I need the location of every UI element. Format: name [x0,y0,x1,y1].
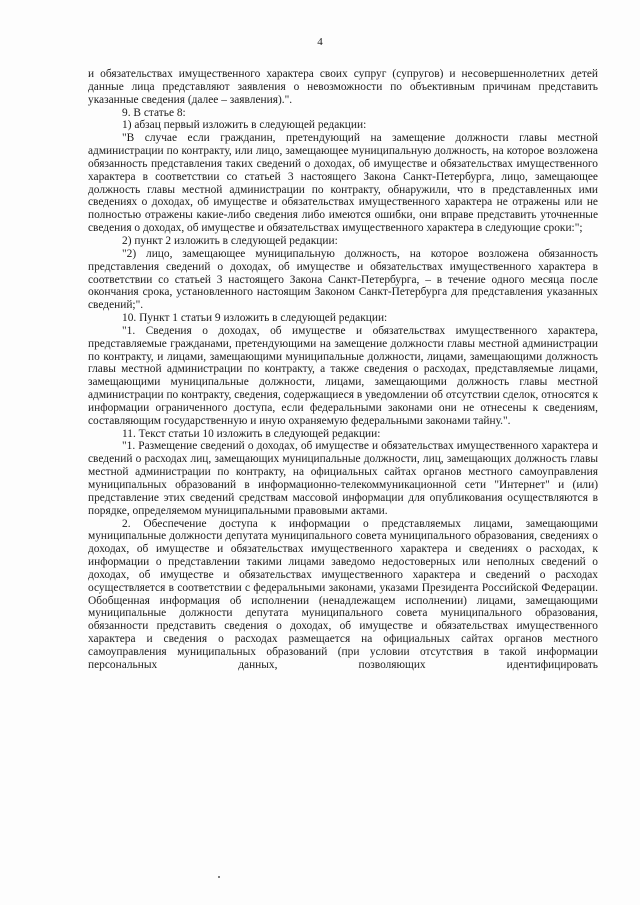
paragraph-quote-article-8: "В случае если гражданин, претендующий на замещение должности главы местной администрации по контракту, или лицо, замещающее муниципальную должность, на которое возложена обязанность представления таких сведений о доходах, об имуществе и обязательствах имущественного характера в соответствии со статьей 3 настоящего Закона Санкт-Петербурга, лицо, замещающее должность главы местной администрации по контракту, обнаружили, что в представленных ими сведениях о доходах, об имуществе и обязательствах имущественного характера не отражены или не полностью отражены какие-либо сведения либо имеются ошибки, они вправе представить уточненные сведения о доходах, об имуществе и обязательствах имущественного характера в следующие сроки:"; [88,132,598,235]
paragraph-quote-article-9: "1. Сведения о доходах, об имуществе и обязательствах имущественного характера, представляемые гражданами, претендующими на замещение должности главы местной администрации по контракту, и лицами, замещающими муниципальные должности, лицами, замещающими должность главы местной администрации по контракту, а также сведения о расходах, представляемые лицами, замещающими муниципальные должности, лицами, замещающими должность главы местной администрации по контракту, сведения, содержащиеся в уведомлении об отсутствии сделок, относятся к информации ограниченного доступа, если федеральными законами они не отнесены к сведениям, составляющим государственную и иную охраняемую федеральными законами тайну.". [88,324,598,427]
paragraph-subitem-1: 1) абзац первый изложить в следующей редакции: [122,119,367,132]
scan-dot-mark [218,876,220,878]
page-number: 4 [317,36,323,48]
paragraph-quote-article-10-point-1: "1. Размещение сведений о доходах, об имуществе и обязательствах имущественного характера и сведений о расходах лиц, замещающих муниципальные должности, лиц, замещающих должность главы местной администрации по контракту, на официальных сайтах органов местного самоуправления муниципальных образований в информационно-телекоммуникационной сети "Интернет" и (или) представление этих сведений средствам массовой информации для опубликования осуществляются в порядке, определяемом муниципальными правовыми актами. [88,440,598,517]
document-body [88,68,598,672]
paragraph-continuation: и обязательствах имущественного характера своих супруг (супругов) и несовершеннолетних детей данные лица представляют заявления о невозможности по объективным причинам представить указанные сведения (далее – заявления).". [88,68,598,106]
paragraph-quote-point-2: "2) лицо, замещающее муниципальную должность, на которое возложена обязанность представления сведений о доходах, об имуществе и обязательствах имущественного характера в соответствии со статьей 3 настоящего Закона Санкт-Петербурга, – в течение одного месяца после окончания срока, установленного настоящим Законом Санкт-Петербурга для представления указанных сведений;". [88,247,598,312]
paragraph-item-11: 11. Текст статьи 10 изложить в следующей редакции: [122,427,381,440]
paragraph-subitem-2: 2) пункт 2 изложить в следующей редакции: [122,234,338,247]
paragraph-item-9: 9. В статье 8: [122,106,186,119]
paragraph-item-10: 10. Пункт 1 статьи 9 изложить в следующей редакции: [122,312,388,325]
paragraph-article-10-point-2: 2. Обеспечение доступа к информации о представляемых лицами, замещающими муниципальные должности депутата муниципального совета муниципального образования, сведениях о доходах, об имуществе и обязательствах имущественного характера и сведениях о расходах, к информации о представлении такими лицами заведомо недостоверных или неполных сведений о доходах, об имуществе и обязательствах имущественного характера и сведений о расходах осуществляется в соответствии с федеральными законами, указами Президента Российской Федерации. Обобщенная информация об исполнении (ненадлежащем исполнении) лицами, замещающими муниципальные должности депутата муниципального совета муниципального образования, обязанности представить сведения о доходах, об имуществе и обязательствах имущественного характера и сведения о расходах размещается на официальных сайтах органов местного самоуправления муниципальных образований (при условии отсутствия в такой информации персональных данных, позволяющих идентифицировать [88,517,598,671]
